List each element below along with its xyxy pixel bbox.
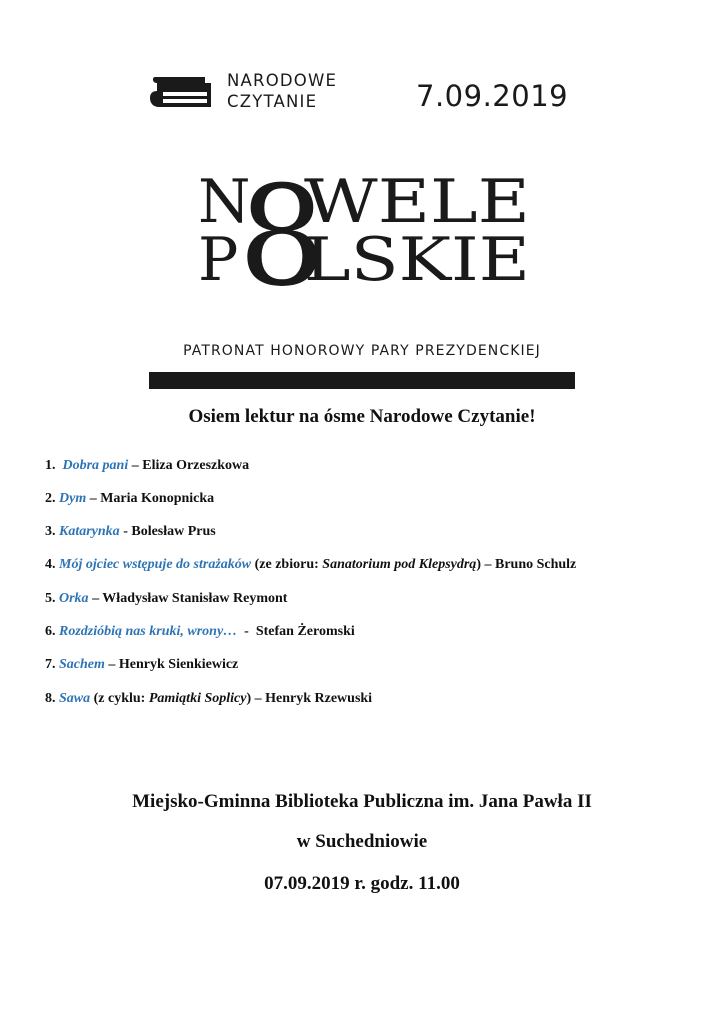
list-item	[45, 555, 576, 575]
reading-number: 4.	[45, 557, 56, 573]
list-item	[45, 456, 576, 476]
brand-line-1: NARODOWE	[227, 71, 338, 90]
venue-datetime: 07.09.2019 r. godz. 11.00	[264, 873, 460, 894]
reading-title: Dobra pani	[62, 458, 129, 473]
reading-number: 7.	[45, 657, 56, 673]
reading-number: 3.	[45, 524, 56, 540]
title-line-1-rest: WELE	[304, 170, 530, 237]
brand-wordmark	[227, 70, 337, 112]
reading-number: 1.	[45, 458, 56, 473]
list-item	[45, 655, 576, 675]
reading-author: - Bolesław Prus	[119, 524, 216, 540]
book-icon	[149, 73, 215, 111]
list-item	[45, 622, 576, 642]
reading-author: - Stefan Żeromski	[237, 623, 355, 639]
reading-title: Dym	[59, 491, 87, 507]
title-line-2-lead: P	[198, 225, 239, 290]
reading-author: – Eliza Orzeszkowa	[128, 458, 250, 473]
reading-note-prefix: (z cyklu:	[90, 690, 149, 706]
narodowe-czytanie-brand	[149, 70, 349, 116]
reading-note-prefix: (ze zbioru:	[251, 557, 323, 573]
title-line-2-rest: LSKIE	[304, 225, 530, 290]
reading-title: Sachem	[59, 657, 105, 673]
venue-library-name: Miejsko-Gminna Biblioteka Publiczna im. Jana Pawła II	[132, 791, 592, 812]
reading-collection-title: Pamiątki Soplicy	[148, 690, 247, 706]
nowele-polskie-title	[198, 170, 534, 290]
page-headline: Osiem lektur na ósme Narodowe Czytanie!	[188, 406, 536, 427]
list-item	[45, 522, 576, 542]
brand-line-2: CZYTANIE	[227, 92, 318, 111]
reading-number: 6.	[45, 623, 56, 639]
reading-title: Rozdzióbią nas kruki, wrony…	[59, 623, 238, 639]
readings-list	[45, 456, 576, 709]
reading-number: 8.	[45, 690, 56, 706]
patronat-divider-bar	[149, 372, 575, 389]
reading-author: – Maria Konopnicka	[86, 491, 215, 507]
list-item	[45, 589, 576, 609]
reading-collection-title: Sanatorium pod Klepsydrą	[322, 557, 477, 573]
patronat-label: PATRONAT HONOROWY PARY PREZYDENCKIEJ	[183, 343, 541, 359]
reading-author: ) – Bruno Schulz	[476, 557, 577, 573]
reading-title: Orka	[59, 590, 89, 606]
reading-number: 2.	[45, 491, 56, 507]
reading-author: ) – Henryk Rzewuski	[246, 690, 373, 706]
header-date: 7.09.2019	[416, 79, 569, 113]
title-numeral: 8	[238, 170, 326, 290]
list-item	[45, 489, 576, 509]
reading-title: Katarynka	[59, 524, 120, 540]
reading-title: Mój ojciec wstępuje do strażaków	[59, 557, 252, 573]
reading-author: – Władysław Stanisław Reymont	[88, 590, 288, 606]
title-line-1-lead: N	[198, 170, 251, 237]
reading-title: Sawa	[59, 690, 91, 706]
reading-number: 5.	[45, 590, 56, 606]
venue-town: w Suchedniowie	[296, 831, 428, 852]
reading-author: – Henryk Sienkiewicz	[104, 657, 239, 673]
list-item	[45, 689, 576, 709]
